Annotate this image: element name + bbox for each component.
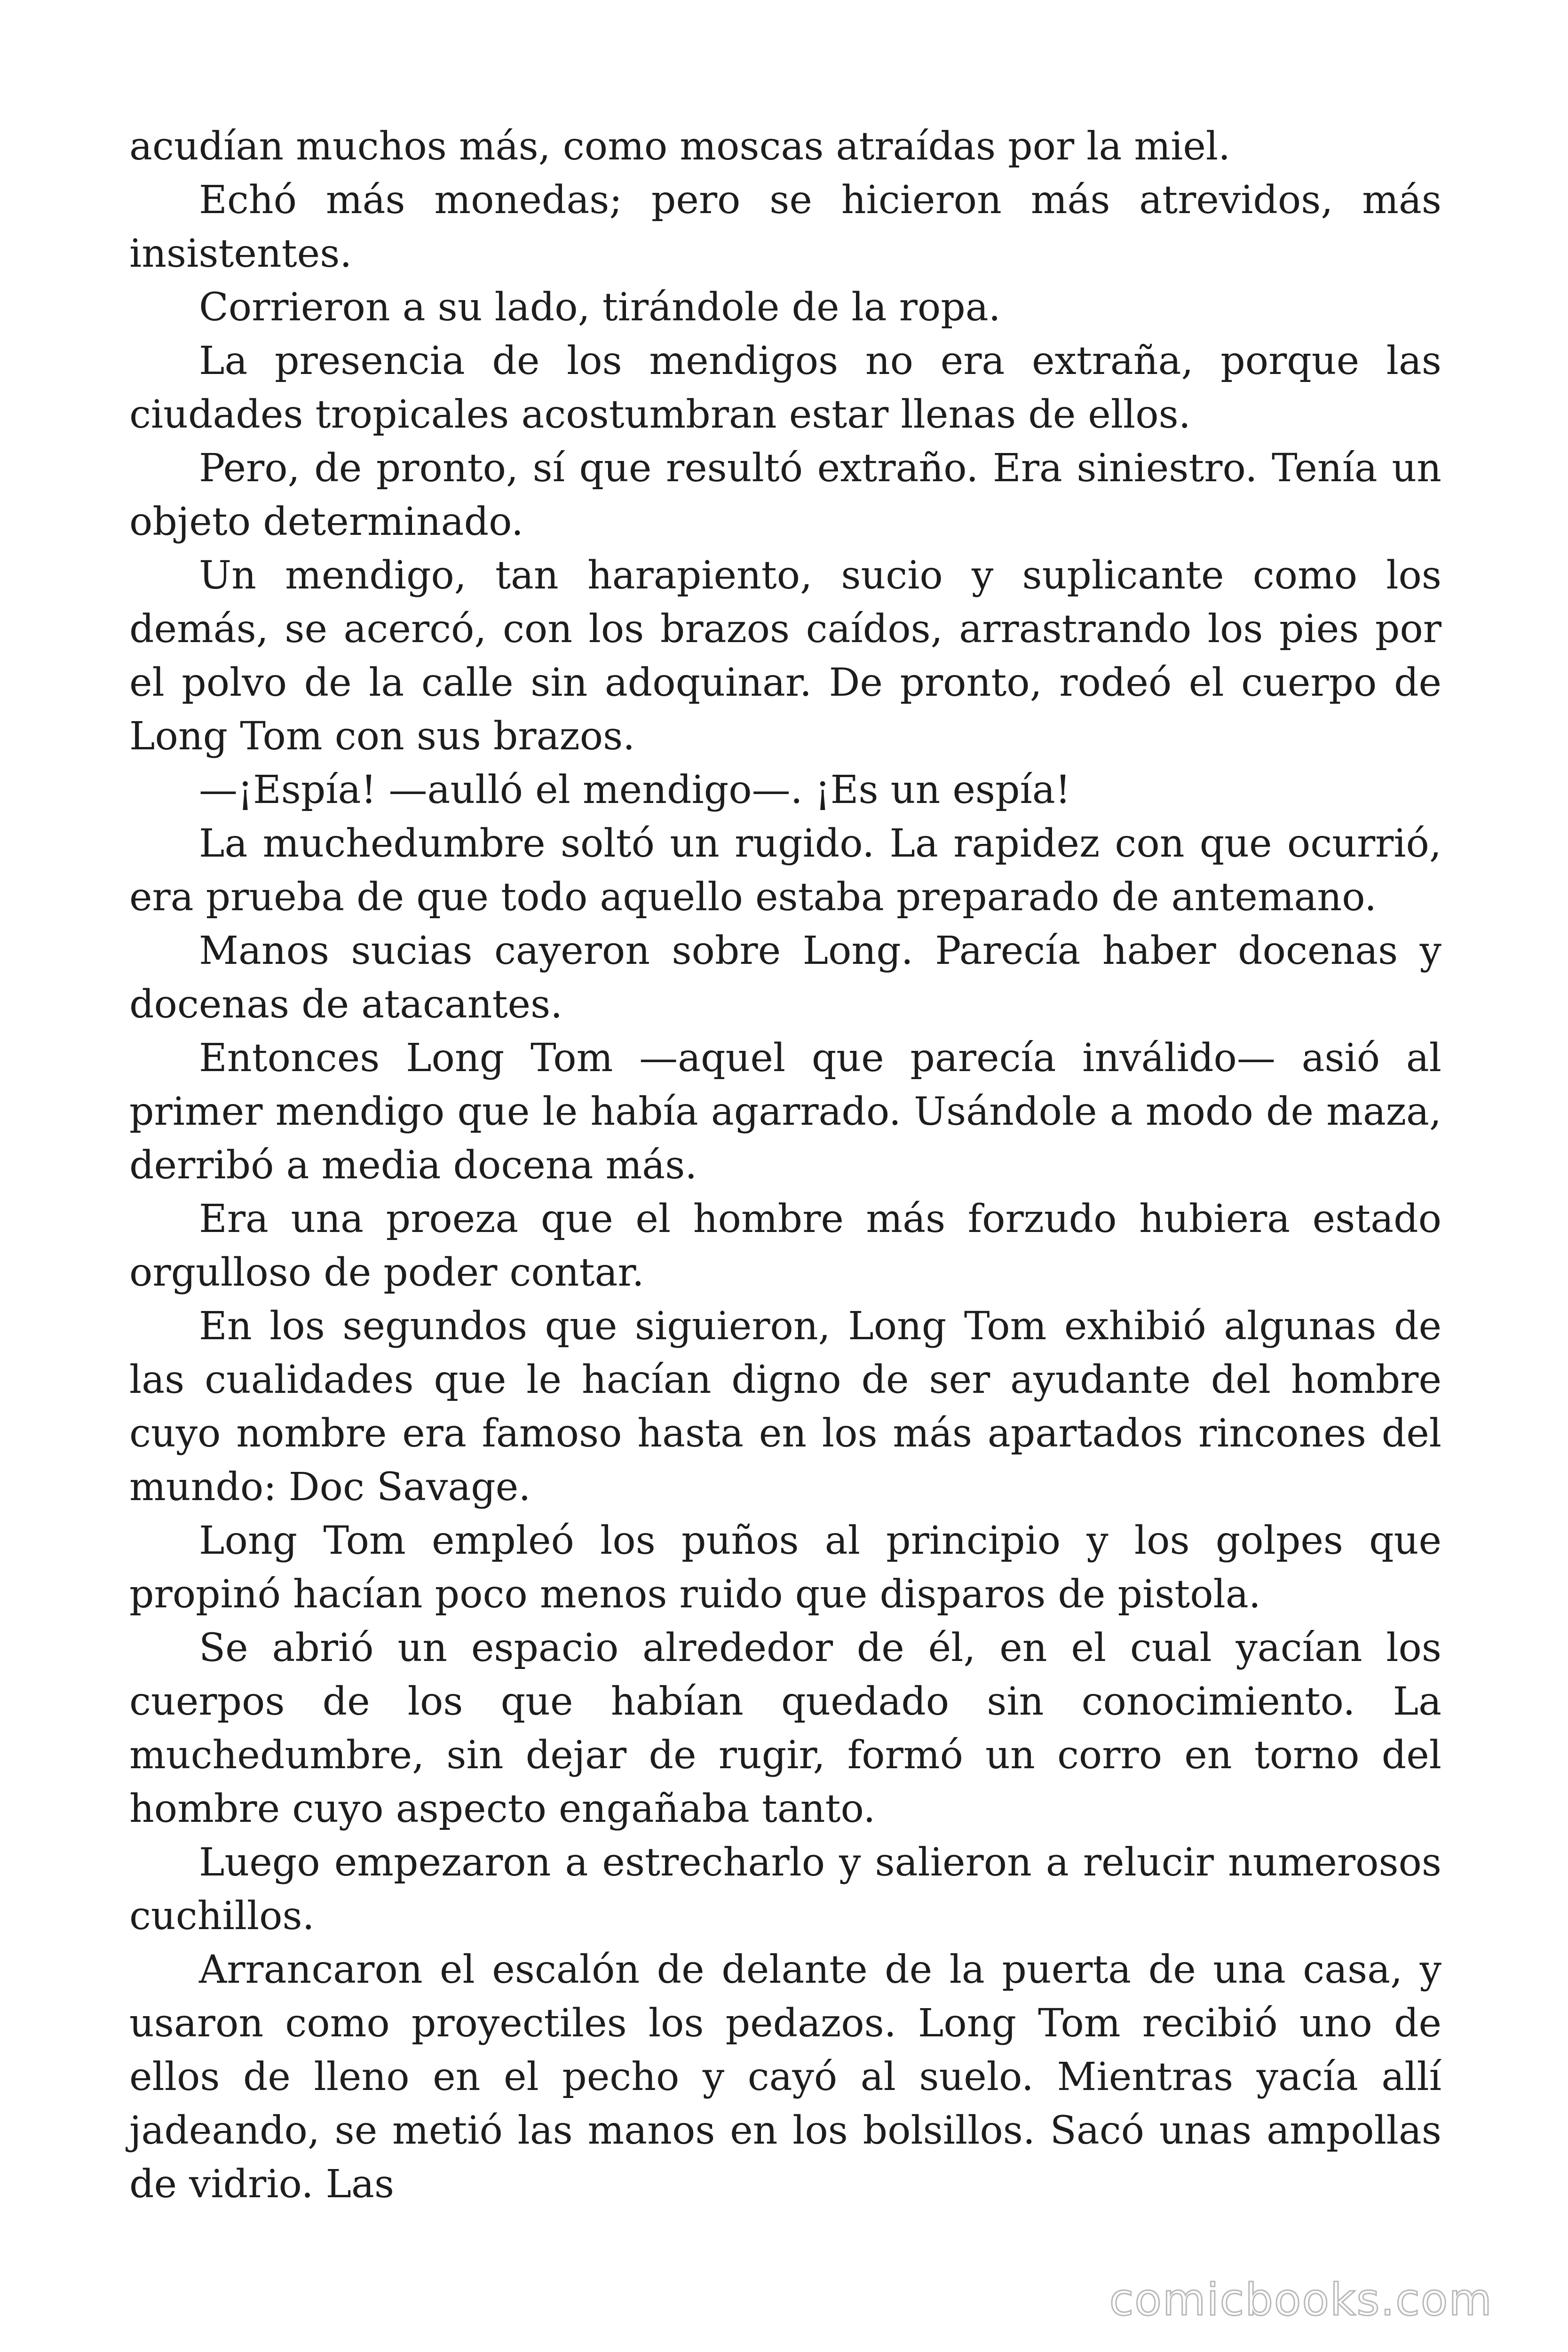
paragraph: Corrieron a su lado, tirándole de la ropa. — [199, 285, 1001, 330]
body-text — [129, 120, 1441, 2211]
watermark: comicbooks.com — [1109, 2274, 1493, 2326]
paragraph: Un mendigo, tan harapiento, sucio y suplicante como los demás, se acercó, con los brazos caídos, arrastrando los pies por el polvo de la calle sin adoquinar. De pronto, rodeó el cuerpo de Long Tom con sus brazos. — [129, 553, 1441, 759]
paragraph: Long Tom empleó los puños al principio y los golpes que propinó hacían poco menos ruido que disparos de pistola. — [129, 1518, 1441, 1617]
paragraph: —¡Espía! —aulló el mendigo—. ¡Es un espía! — [199, 768, 1071, 812]
paragraph: Pero, de pronto, sí que resultó extraño. Era siniestro. Tenía un objeto determinado. — [129, 446, 1441, 544]
paragraph: Entonces Long Tom —aquel que parecía inválido— asió al primer mendigo que le había agarrado. Usándole a modo de maza, derribó a media docena más. — [129, 1036, 1441, 1188]
paragraph: Luego empezaron a estrecharlo y salieron a relucir numerosos cuchillos. — [129, 1840, 1441, 1939]
paragraph: Se abrió un espacio alrededor de él, en el cual yacían los cuerpos de los que habían quedado sin conocimiento. La muchedumbre, sin dejar de rugir, formó un corro en torno del hombre cuyo aspecto engañaba tanto. — [129, 1626, 1441, 1831]
paragraph: Echó más monedas; pero se hicieron más atrevidos, más insistentes. — [129, 178, 1441, 276]
paragraph: La muchedumbre soltó un rugido. La rapidez con que ocurrió, era prueba de que todo aquello estaba preparado de antemano. — [129, 821, 1441, 920]
paragraph: Arrancaron el escalón de delante de la puerta de una casa, y usaron como proyectiles los pedazos. Long Tom recibió uno de ellos de lleno en el pecho y cayó al suelo. Mientras yacía allí jadeando, se metió las manos en los bolsillos. Sacó unas ampollas de vidrio. Las — [129, 1947, 1441, 2207]
paragraph: acudían muchos más, como moscas atraídas por la miel. — [129, 124, 1231, 169]
paragraph: La presencia de los mendigos no era extraña, porque las ciudades tropicales acostumbran estar llenas de ellos. — [129, 339, 1441, 437]
paragraph: En los segundos que siguieron, Long Tom exhibió algunas de las cualidades que le hacían digno de ser ayudante del hombre cuyo nombre era famoso hasta en los más apartados rincones del mundo: Doc Savage. — [129, 1304, 1441, 1510]
paragraph: Era una proeza que el hombre más forzudo hubiera estado orgulloso de poder contar. — [129, 1197, 1441, 1295]
paragraph: Manos sucias cayeron sobre Long. Parecía haber docenas y docenas de atacantes. — [129, 929, 1441, 1027]
